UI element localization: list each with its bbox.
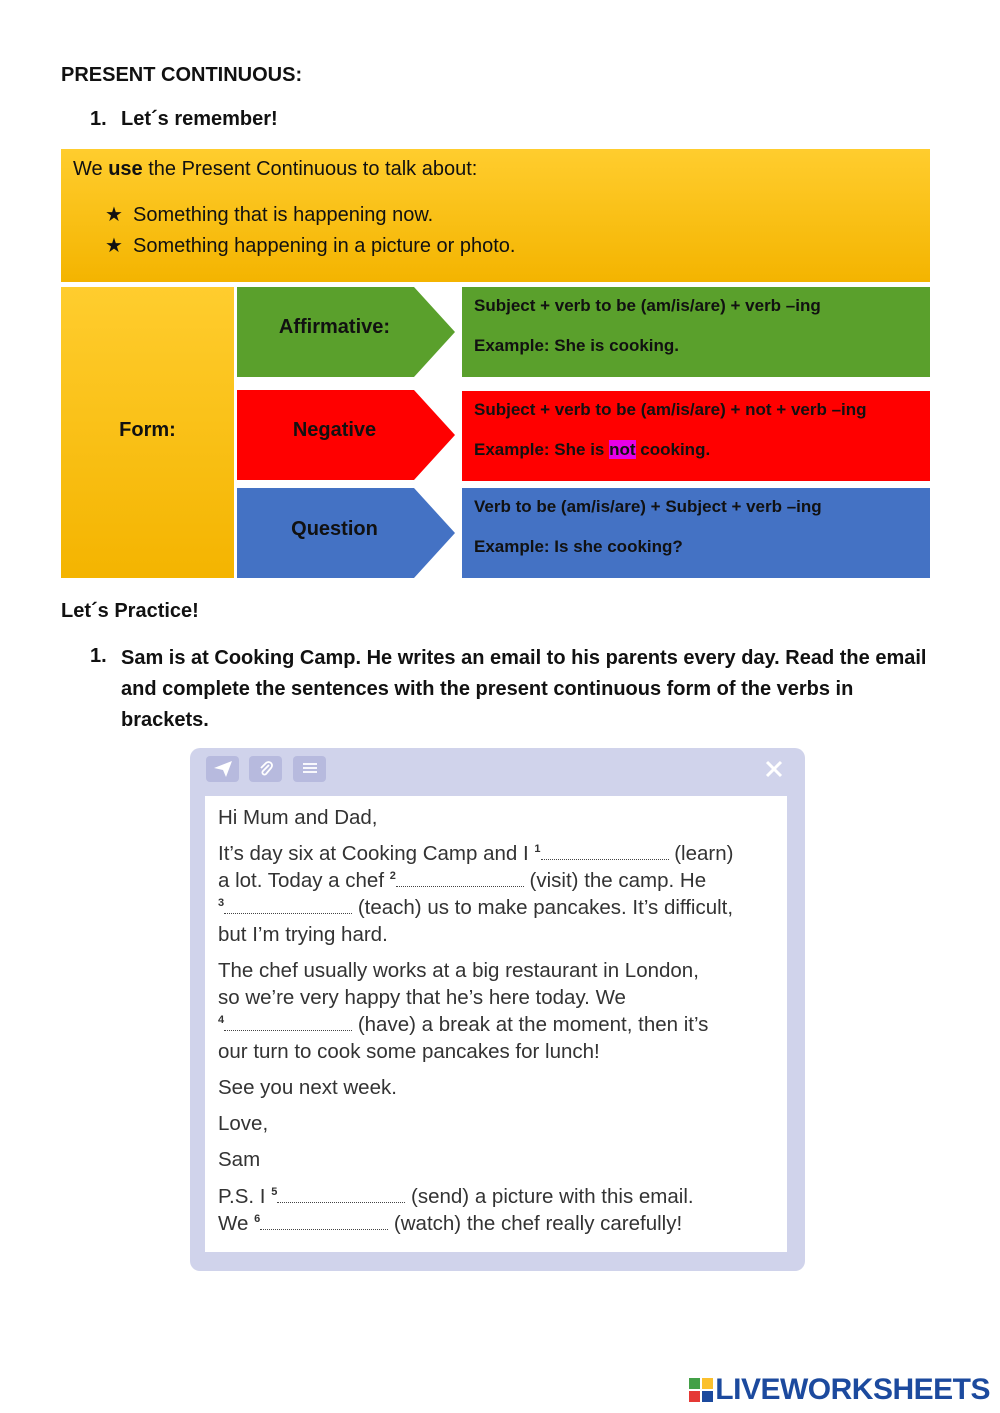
negative-example-post: cooking.	[635, 440, 711, 459]
email-signature: Sam	[218, 1148, 261, 1171]
question-rule: Verb to be (am/is/are) + Subject + verb –ing	[474, 497, 822, 516]
email-line	[218, 1183, 694, 1210]
email-love: Love,	[218, 1112, 269, 1135]
email-line: The chef usually works at a big restaurant in London,	[218, 959, 699, 982]
answer-gap-4[interactable]	[224, 1014, 352, 1031]
star-icon: ★	[105, 235, 123, 257]
usage-item-text: Something happening in a picture or photo.	[133, 235, 516, 257]
answer-gap-2[interactable]	[396, 870, 524, 887]
star-icon: ★	[105, 204, 123, 226]
email-text-segment: (watch) the chef really carefully!	[388, 1212, 683, 1235]
usage-intro-bold: use	[108, 158, 143, 180]
logo-text: LIVEWORKSHEETS	[715, 1373, 990, 1406]
email-text-segment: P.S. I	[218, 1185, 266, 1208]
email-text-segment: (teach) us to make pancakes. It’s difficult,	[352, 896, 734, 919]
message-icon[interactable]	[293, 756, 326, 782]
usage-intro-post: the Present Continuous to talk about:	[142, 158, 478, 180]
attach-icon[interactable]	[249, 756, 282, 782]
usage-intro-pre: We	[73, 158, 109, 180]
email-text-segment: It’s day six at Cooking Camp and I	[218, 842, 529, 865]
affirmative-label: Affirmative:	[278, 316, 391, 338]
form-column	[61, 287, 234, 578]
negative-rule: Subject + verb to be (am/is/are) + not + verb –ing	[474, 400, 867, 419]
form-label: Form:	[119, 419, 176, 441]
section-heading: Let´s remember!	[121, 108, 278, 130]
gap-number: 4	[218, 1014, 225, 1026]
question-example: Example: Is she cooking?	[474, 537, 683, 556]
question-rule-box	[462, 488, 930, 578]
answer-gap-6[interactable]	[260, 1213, 388, 1230]
gap-number: 2	[389, 870, 396, 882]
negative-arrow	[237, 390, 455, 480]
email-text-segment: (visit) the camp. He	[523, 869, 707, 892]
gap-number: 5	[271, 1186, 278, 1198]
answer-gap-3[interactable]	[224, 897, 352, 914]
affirmative-rule: Subject + verb to be (am/is/are) + verb –ing	[474, 296, 821, 315]
affirmative-rule-box	[462, 287, 930, 377]
usage-item	[105, 202, 433, 227]
negative-example-pre: Example: She is	[474, 440, 610, 459]
gap-number: 3	[218, 897, 225, 909]
email-line: but I’m trying hard.	[218, 923, 388, 946]
email-body	[205, 796, 787, 1252]
practice-heading: Let´s Practice!	[61, 600, 199, 622]
email-line	[218, 1011, 708, 1038]
email-line: so we’re very happy that he’s here today. We	[218, 986, 626, 1009]
usage-box	[61, 149, 930, 282]
email-line	[218, 867, 706, 894]
affirmative-example: Example: She is cooking.	[474, 336, 680, 355]
page-title: PRESENT CONTINUOUS:	[61, 64, 303, 86]
affirmative-arrow	[237, 287, 455, 377]
question-arrow	[237, 488, 455, 578]
section-number: 1.	[90, 108, 107, 130]
email-text-segment: a lot. Today a chef	[218, 869, 385, 892]
logo-icon	[689, 1378, 713, 1402]
email-text-segment: (have) a break at the moment, then it’s	[352, 1013, 709, 1036]
email-line	[218, 840, 733, 867]
email-text-segment: We	[218, 1212, 249, 1235]
email-greeting: Hi Mum and Dad,	[218, 806, 378, 829]
highlighted-not: not	[609, 440, 636, 459]
send-icon[interactable]	[206, 756, 239, 782]
email-line	[218, 894, 733, 921]
email-line	[218, 1210, 682, 1237]
usage-item-text: Something that is happening now.	[133, 204, 434, 226]
gap-number: 1	[534, 843, 541, 855]
negative-rule-box	[462, 391, 930, 481]
email-sign-off: See you next week.	[218, 1076, 397, 1099]
answer-gap-5[interactable]	[277, 1186, 405, 1203]
gap-number: 6	[254, 1213, 261, 1225]
negative-example	[474, 440, 710, 460]
question-label: Question	[291, 518, 378, 540]
email-window	[190, 748, 805, 1271]
email-text-segment: (learn)	[668, 842, 734, 865]
usage-item	[105, 233, 516, 258]
close-icon[interactable]	[761, 756, 787, 782]
liveworksheets-logo	[689, 1373, 990, 1407]
email-line: our turn to cook some pancakes for lunch!	[218, 1040, 600, 1063]
negative-label: Negative	[292, 419, 377, 441]
email-text-segment: (send) a picture with this email.	[405, 1185, 694, 1208]
answer-gap-1[interactable]	[541, 843, 669, 860]
exercise-number: 1.	[90, 645, 107, 667]
exercise-instructions: Sam is at Cooking Camp. He writes an email to his parents every day. Read the email and complete the sentences with the present continuous form of the verbs in brackets.	[121, 647, 927, 731]
usage-intro	[73, 158, 477, 181]
